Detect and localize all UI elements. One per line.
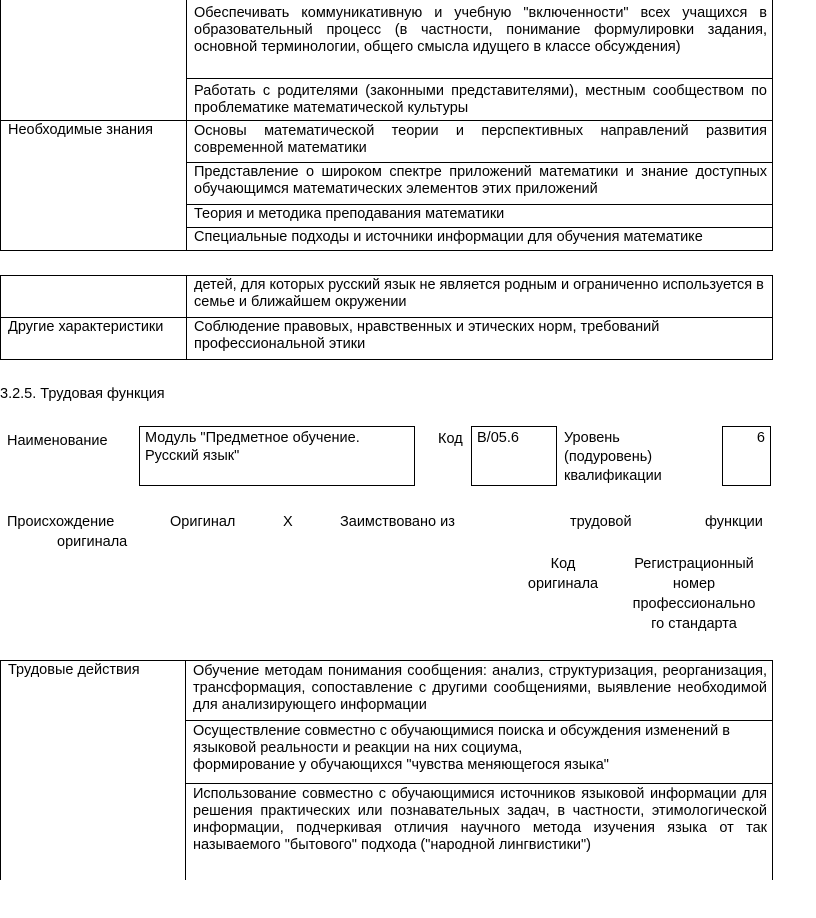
name-label: Наименование [7,433,108,449]
row-text: Соблюдение правовых, нравственных и этических норм, требований профессиональной этики [187,318,773,360]
code-value: В/05.6 [477,430,519,446]
table-row [1,661,773,721]
code-original-caption [520,554,606,594]
row-text: Обучение методам понимания сообщения: анализ, структуризация, реорганизация, трансформация, сопоставление с другими сообщениями, выявление необходимой для анализирующего информации [186,661,773,721]
table-row [1,121,773,163]
row-text-cell [186,721,773,784]
level-label [564,429,662,486]
row-text: Использование совместно с обучающимися источников языковой информации для решения практических или познавательных задач, в частности, этимологической информации, подчеркивая отличия научного метода изучения языка от так называемого "бытового" подхода ("народной лингвистики") [186,784,773,880]
level-label-line2: (подуровень) [564,449,653,465]
registration-line3: профессионально [632,596,756,612]
row-label-cell [1,0,187,121]
row-text: Работать с родителями (законными представителями), местным сообществом по проблематике математической культуры [187,79,773,121]
name-value-line1: Модуль "Предметное обучение. [145,430,360,446]
code-label: Код [438,431,463,447]
registration-line4: го стандарта [651,616,737,632]
origin-original: Оригинал [170,514,236,530]
table-row [1,0,773,79]
code-original-line1: Код [550,556,576,572]
origin-mark: X [283,514,293,530]
table-row [1,318,773,360]
origin-borrowed: Заимствовано из [340,514,455,530]
row-label: Другие характеристики [1,318,187,360]
row-text: Основы математической теории и перспективных направлений развития современной математики [187,121,773,163]
registration-line1: Регистрационный [634,556,754,572]
section-heading: 3.2.5. Трудовая функция [0,386,165,402]
row-text: Специальные подходы и источники информации для обучения математике [187,228,773,251]
row-text: Обеспечивать коммуникативную и учебную "включенности" всех учащихся в образовательный процесс (в частности, понимание формулировки задания, основной терминологии, общего смысла идущего в классе обсуждения) [187,0,773,79]
origin-function: функции [705,514,763,530]
row-text-line1: Осуществление совместно с обучающимися поиска и обсуждения изменений в языковой реальности и реакции на них социума, [193,723,730,756]
origin-labor: трудовой [570,514,632,530]
knowledge-table [0,0,773,251]
row-label: Необходимые знания [1,121,187,251]
row-text: Представление о широком спектре приложений математики и знание доступных обучающимся математических элементов этих приложений [187,163,773,205]
origin-label-line2: оригинала [57,534,128,550]
code-original-line2: оригинала [527,576,599,592]
row-label-cell [1,276,187,318]
level-label-line1: Уровень [564,430,620,446]
table-row [1,276,773,318]
level-value: 6 [756,430,765,446]
registration-line2: номер [672,576,716,592]
labor-actions-table [0,660,773,880]
row-label: Трудовые действия [1,661,186,880]
row-text: Теория и методика преподавания математики [187,205,773,228]
row-text-line2: формирование у обучающихся "чувства меняющегося языка" [193,757,609,773]
origin-label-line1: Происхождение [7,514,115,530]
name-value-box [139,426,415,486]
level-label-line3: квалификации [564,468,662,484]
code-value-box [471,426,557,486]
level-value-box [722,426,771,486]
row-text: детей, для которых русский язык не является родным и ограниченно используется в семье и ближайшем окружении [187,276,773,318]
registration-caption [620,554,768,634]
name-value-line2: Русский язык" [145,448,240,464]
other-characteristics-table [0,275,773,360]
